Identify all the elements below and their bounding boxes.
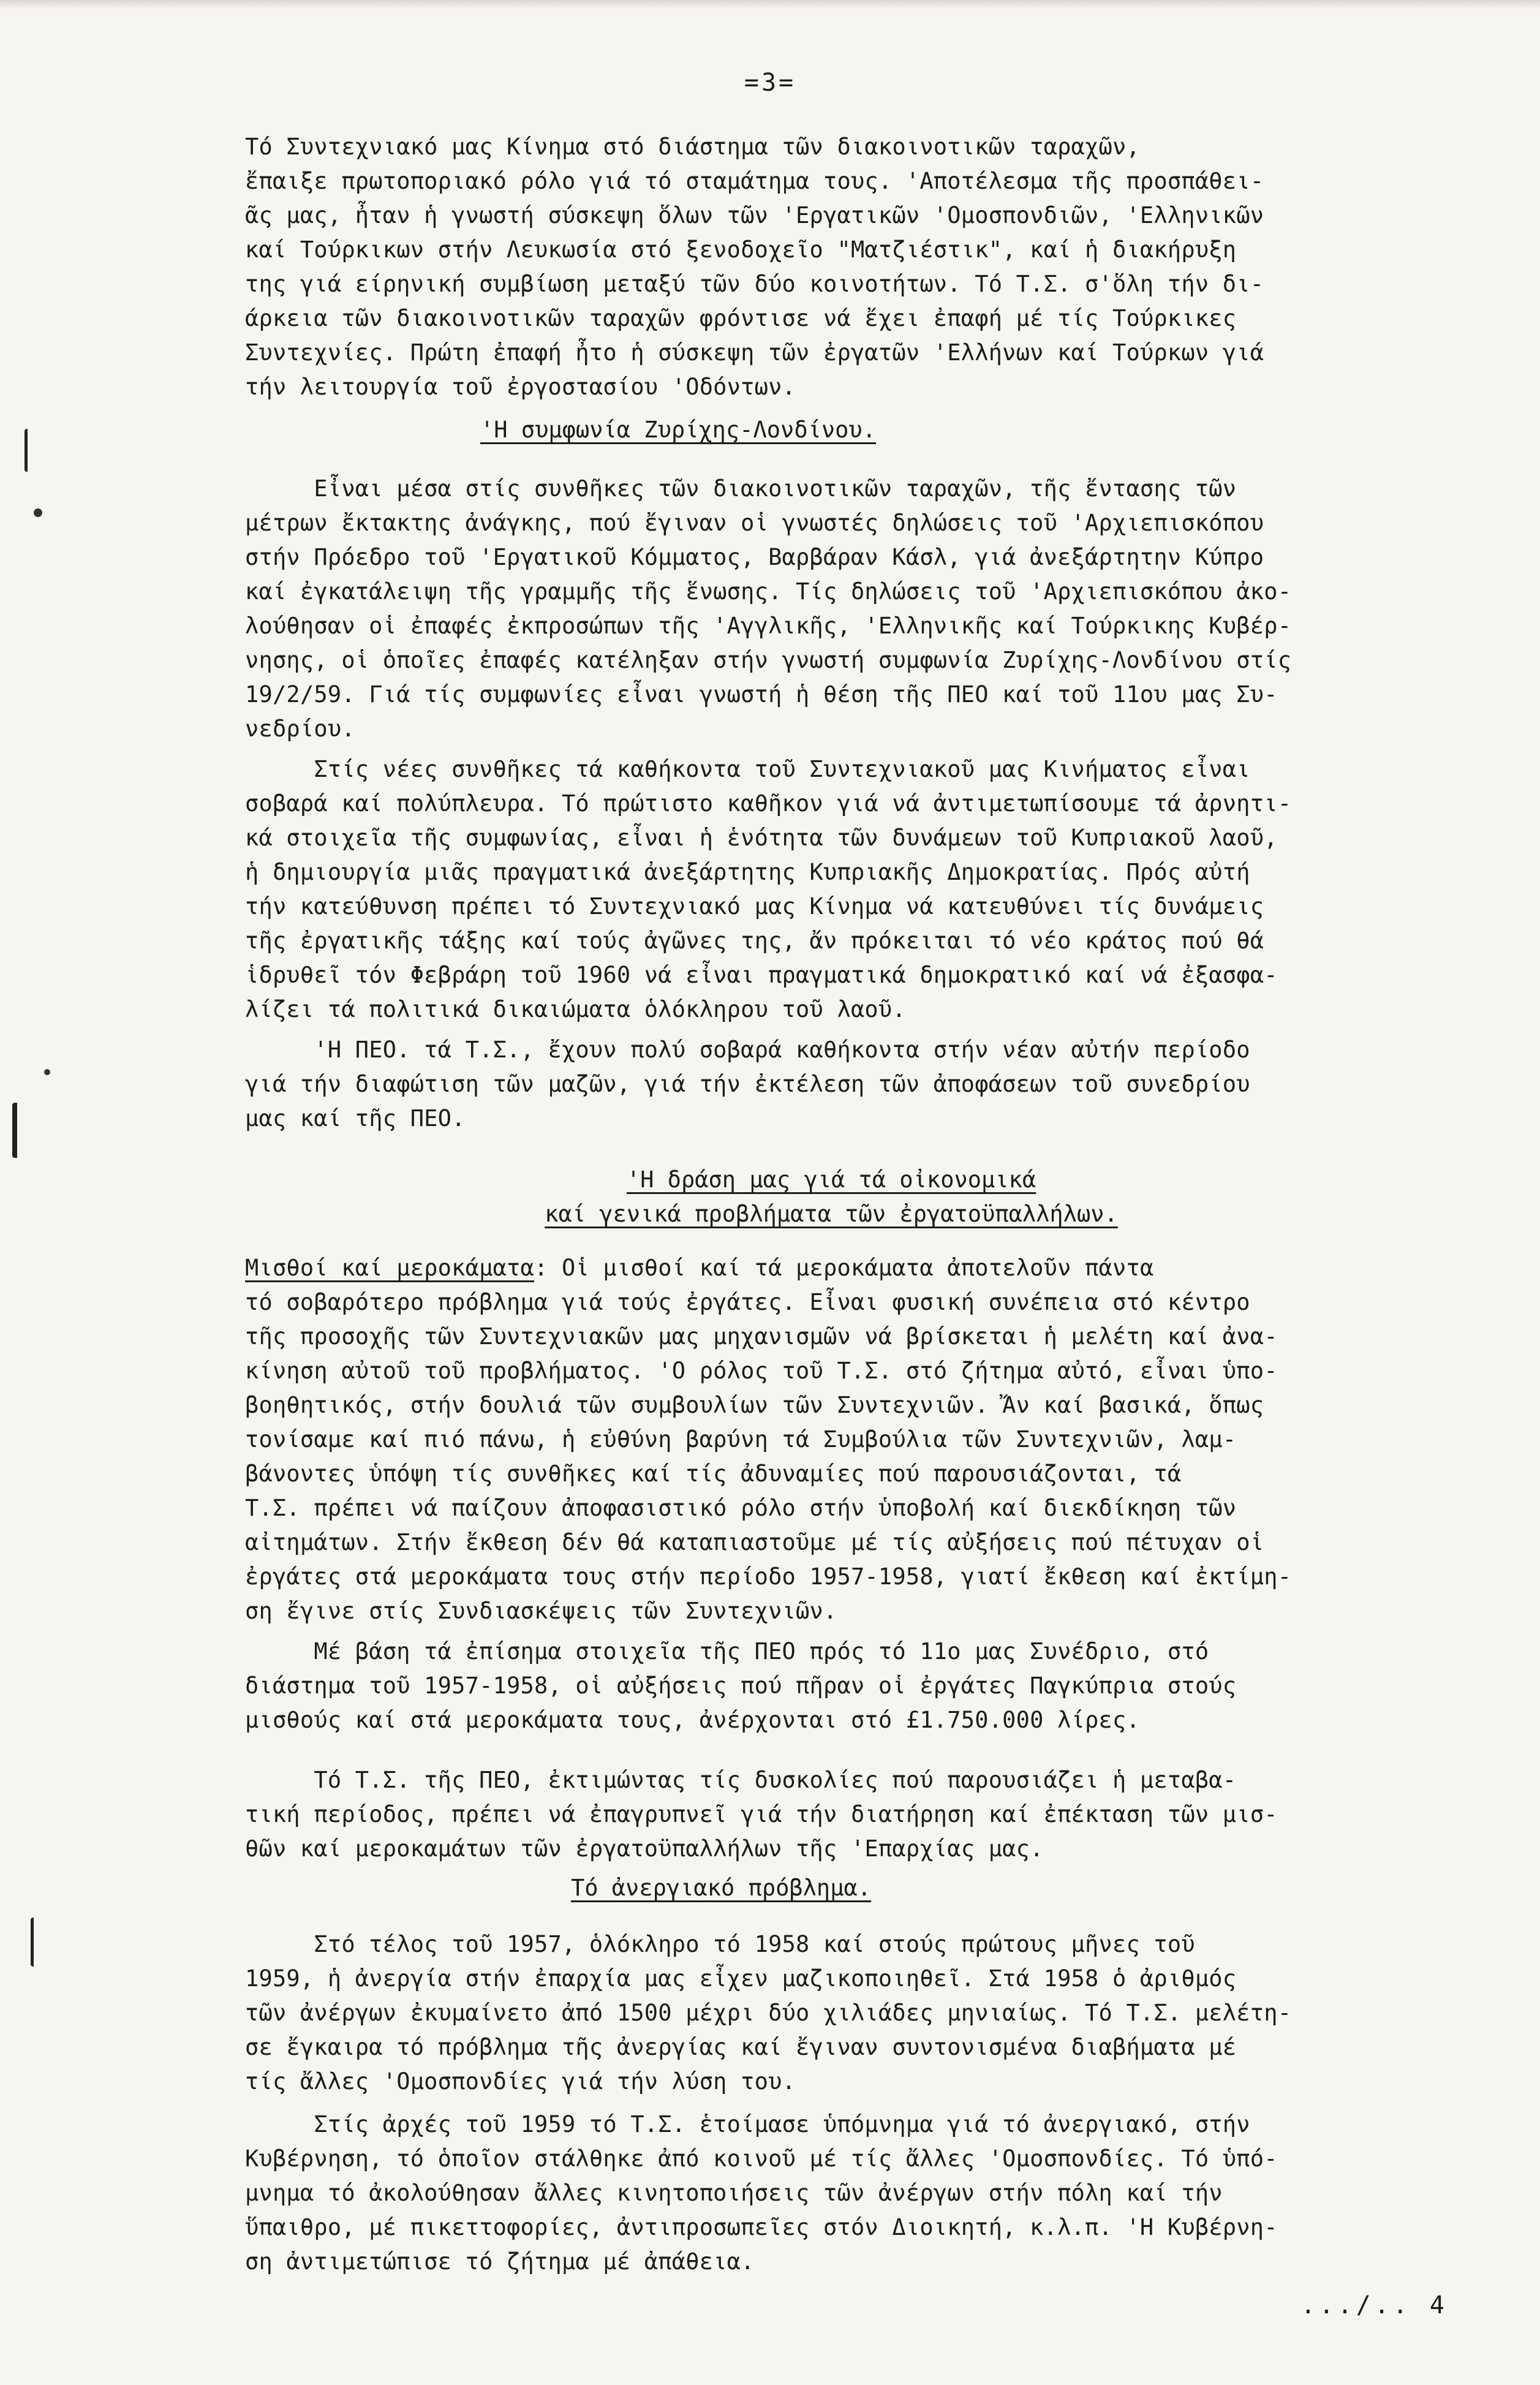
paragraph-3-line: ἡ δημιουργία μιᾶς πραγματικά ἀνεξάρτητης Κυπριακῆς Δημοκρατίας. Πρός αὐτή (245, 859, 1250, 885)
heading-unemployment (0, 1871, 1491, 1905)
paragraph-5-line: Τ.Σ. πρέπει νά παίζουν ἀποφασιστικό ρόλο στήν ὑποβολή καί διεκδίκηση τῶν (245, 1495, 1237, 1521)
paragraph-3-line: Στίς νέες συνθῆκες τά καθήκοντα τοῦ Συντεχνιακοῦ μας Κινήματος εἶναι (245, 756, 1250, 782)
paragraph-5-line-0: : Οἱ μισθοί καί τά μεροκάματα ἀποτελοῦν πάντα (534, 1255, 1154, 1281)
paragraph-5 (245, 1251, 1507, 1628)
scan-top-edge (0, 0, 1540, 9)
heading-unemployment-text: Τό ἀνεργιακό πρόβλημα. (570, 1875, 872, 1901)
paragraph-2-line: Εἶναι μέσα στίς συνθῆκες τῶν διακοινοτικῶν ταραχῶν, τῆς ἔντασης τῶν (245, 475, 1237, 502)
paragraph-2-line: νησης, οἱ ὁποῖες ἐπαφές κατέληξαν στήν γνωστή συμφωνία Ζυρίχης-Λονδίνου στίς (245, 647, 1292, 673)
paragraph-5-line: τῆς προσοχῆς τῶν Συντεχνιακῶν μας μηχανισμῶν νά βρίσκεται ἡ μελέτη καί ἀνα- (245, 1323, 1278, 1350)
paragraph-2 (245, 472, 1507, 746)
paragraph-5-line: βάνοντες ὑπόψη τίς συνθῆκες καί τίς ἀδυναμίες πού παρουσιάζονται, τά (245, 1461, 1182, 1487)
paragraph-9-line: μνημα τό ἀκολούθησαν ἄλλες κινητοποιήσεις τῶν ἀνέργων στήν πόλη καί τήν (245, 2180, 1223, 2206)
continuation-marker: .../.. 4 (1300, 2291, 1448, 2319)
paragraph-9-line: Κυβέρνηση, τό ὁποῖον στάλθηκε ἀπό κοινοῦ μέ τίς ἄλλες 'Ομοσπονδίες. Τό ὑπό- (245, 2145, 1278, 2172)
paragraph-5-line: αἰτημάτων. Στήν ἔκθεση δέν θά καταπιαστοῦμε μέ τίς αὐξήσεις πού πέτυχαν οἱ (245, 1529, 1264, 1555)
paragraph-3-line: κά στοιχεῖα τῆς συμφωνίας, εἶναι ἡ ἑνότητα τῶν δυνάμεων τοῦ Κυπριακοῦ λαοῦ, (245, 825, 1278, 851)
page-number: =3= (744, 69, 796, 97)
paragraph-8-line: Στό τέλος τοῦ 1957, ὁλόκληρο τό 1958 καί στούς πρώτους μῆνες τοῦ (245, 1931, 1195, 1957)
paragraph-4-line: γιά τήν διαφώτιση τῶν μαζῶν, γιά τήν ἐκτέλεση τῶν ἀποφάσεων τοῦ συνεδρίου (245, 1071, 1250, 1097)
paragraph-2-line: νεδρίου. (245, 716, 355, 742)
paragraph-8-line: τίς ἄλλες 'Ομοσπονδίες γιά τήν λύση του. (245, 2068, 796, 2095)
paragraph-2-line: 19/2/59. Γιά τίς συμφωνίες εἶναι γνωστή ἡ θέση τῆς ΠΕΟ καί τοῦ 11ου μας Συ- (245, 681, 1278, 708)
paragraph-3-line: ἱδρυθεῖ τόν Φεβράρη τοῦ 1960 νά εἶναι πραγματικά δημοκρατικό καί νά ἐξασφα- (245, 962, 1278, 988)
paragraph-2-line: μέτρων ἔκτακτης ἀνάγκης, πού ἔγιναν οἱ γνωστές δηλώσεις τοῦ 'Αρχιεπισκόπου (245, 510, 1264, 536)
margin-mark (25, 429, 35, 472)
paragraph-1-line: καί Τούρκικων στήν Λευκωσία στό ξενοδοχεῖο "Ματζιέστικ", καί ἡ διακήρυξη (245, 236, 1237, 263)
paragraph-6-line: Μέ βάση τά ἐπίσημα στοιχεῖα τῆς ΠΕΟ πρός τό 11ο μας Συνέδριο, στό (245, 1638, 1209, 1665)
paragraph-1 (245, 130, 1507, 404)
paragraph-6 (245, 1635, 1507, 1737)
paragraph-9-line: ση ἀντιμετώπισε τό ζήτημα μέ ἀπάθεια. (245, 2248, 755, 2275)
paragraph-5-line: κίνηση αὐτοῦ τοῦ προβλήματος. 'Ο ρόλος τοῦ Τ.Σ. στό ζήτημα αὐτό, εἶναι ὑπο- (245, 1358, 1278, 1384)
paragraph-3-line: τῆς ἐργατικῆς τάξης καί τούς ἀγῶνες της, ἄν πρόκειται τό νέο κράτος πού θά (245, 928, 1264, 954)
wages-subheading: Μισθοί καί μεροκάματα (245, 1255, 534, 1281)
paragraph-2-line: λούθησαν οἱ ἐπαφές ἐκπροσώπων τῆς 'Αγγλικῆς, 'Ελληνικῆς καί Τούρκικης Κυβέρ- (245, 613, 1292, 639)
paragraph-6-line: μισθούς καί στά μεροκάματα τους, ἀνέρχονται στό £1.750.000 λίρες. (245, 1707, 1140, 1733)
paragraph-1-line: ἔπαιξε πρωτοποριακό ρόλο γιά τό σταμάτημα τους. 'Αποτέλεσμα τῆς προσπάθει- (245, 168, 1264, 194)
paragraph-1-line: τήν λειτουργία τοῦ ἐργοστασίου 'Οδόντων. (245, 374, 796, 400)
paragraph-3-line: σοβαρά καί πολύπλευρα. Τό πρώτιστο καθῆκον γιά νά ἀντιμετωπίσουμε τά ἀρνητι- (245, 790, 1292, 817)
paragraph-5-rest (245, 1285, 1507, 1628)
paragraph-4-line: μας καί τῆς ΠΕΟ. (245, 1105, 466, 1132)
paragraph-5-line: τονίσαμε καί πιό πάνω, ἡ εὐθύνη βαρύνη τά Συμβούλια τῶν Συντεχνιῶν, λαμ- (245, 1426, 1237, 1453)
paragraph-1-line: Τό Συντεχνιακό μας Κίνημα στό διάστημα τῶν διακοινοτικῶν ταραχῶν, (245, 134, 1140, 160)
margin-mark (31, 1918, 41, 1967)
paragraph-1-line: της γιά είρηνική συμβίωση μεταξύ τῶν δύο κοινοτήτων. Τό Τ.Σ. σ'ὅλη τήν δι- (245, 271, 1264, 297)
paragraph-8 (245, 1927, 1507, 2099)
paragraph-4-line: 'Η ΠΕΟ. τά Τ.Σ., ἔχουν πολύ σοβαρά καθήκοντα στήν νέαν αὐτήν περίοδο (245, 1037, 1250, 1063)
paragraph-5-line: τό σοβαρότερο πρόβλημα γιά τούς ἐργάτες. Εἶναι φυσική συνέπεια στό κέντρο (245, 1289, 1250, 1315)
paragraph-6-line: διάστημα τοῦ 1957-1958, οἱ αὐξήσεις πού πῆραν οἱ ἐργάτες Παγκύπρια στούς (245, 1673, 1237, 1699)
paragraph-5-line: βοηθητικός, στήν δουλιά τῶν συμβουλίων τῶν Συντεχνιῶν. Ἄν καί βασικά, ὅπως (245, 1392, 1264, 1418)
heading-zurich-london-text: 'Η συμφωνία Ζυρίχης-Λονδίνου. (480, 417, 876, 443)
paragraph-1-line: Συντεχνίες. Πρώτη ἐπαφή ἦτο ἡ σύσκεψη τῶν ἐργατῶν 'Ελλήνων καί Τούρκων γιά (245, 339, 1264, 366)
heading-zurich-london (0, 413, 1448, 447)
heading-economic-problems (61, 1163, 1540, 1231)
paragraph-7-line: Τό Τ.Σ. τῆς ΠΕΟ, ἐκτιμώντας τίς δυσκολίες πού παρουσιάζει ἡ μεταβα- (245, 1767, 1237, 1793)
paragraph-1-line: ᾶς μας, ἦταν ἡ γνωστή σύσκεψη ὅλων τῶν 'Εργατικῶν 'Ομοσπονδιῶν, 'Ελληνικῶν (245, 202, 1264, 229)
paragraph-5-first-line (245, 1251, 1507, 1285)
paragraph-9-line: Στίς ἀρχές τοῦ 1959 τό Τ.Σ. ἑτοίμασε ὑπόμνημα γιά τό ἀνεργιακό, στήν (245, 2111, 1250, 2137)
paragraph-8-line: σε ἔγκαιρα τό πρόβλημα τῆς ἀνεργίας καί ἔγιναν συντονισμένα διαβήματα μέ (245, 2034, 1237, 2060)
margin-dot (34, 508, 42, 517)
paragraph-8-line: τῶν ἀνέργων ἐκυμαίνετο ἀπό 1500 μέχρι δύο χιλιάδες μηνιαίως. Τό Τ.Σ. μελέτη- (245, 2000, 1292, 2026)
margin-bracket (12, 1103, 25, 1158)
paragraph-9-line: ὕπαιθρο, μέ πικεττοφορίες, ἀντιπροσωπεῖες στόν Διοικητή, κ.λ.π. 'Η Κυβέρνη- (245, 2214, 1278, 2240)
paragraph-3-line: τήν κατεύθυνση πρέπει τό Συντεχνιακό μας Κίνημα νά κατευθύνει τίς δυνάμεις (245, 893, 1264, 920)
paragraph-7 (245, 1763, 1507, 1866)
paragraph-5-line: ἐργάτες στά μεροκάματα τους στήν περίοδο 1957-1958, γιατί ἔκθεση καί ἐκτίμη- (245, 1563, 1292, 1590)
paragraph-2-line: καί ἐγκατάλειψη τῆς γραμμῆς τῆς ἕνωσης. Τίς δηλώσεις τοῦ 'Αρχιεπισκόπου ἀκο- (245, 578, 1292, 605)
paragraph-5-line: ση ἔγινε στίς Συνδιασκέψεις τῶν Συντεχνιῶν. (245, 1598, 837, 1624)
margin-dot (44, 1069, 50, 1075)
paragraph-7-line: τική περίοδος, πρέπει νά ἐπαγρυπνεῖ γιά τήν διατήρηση καί ἐπέκταση τῶν μισ- (245, 1801, 1278, 1827)
paragraph-7-line: θῶν καί μεροκαμάτων τῶν ἐργατοϋπαλλήλων τῆς 'Επαρχίας μας. (245, 1835, 1044, 1862)
paragraph-3-line: λίζει τά πολιτικά δικαιώματα ὁλόκληρου τοῦ λαοῦ. (245, 996, 906, 1022)
heading-economic-line-1: 'Η δράση μας γιά τά οἰκονομικά (626, 1166, 1036, 1193)
paragraph-8-line: 1959, ἡ ἀνεργία στήν ἐπαρχία μας εἶχεν μαζικοποιηθεῖ. Στά 1958 ὁ ἀριθμός (245, 1965, 1237, 1992)
paragraph-4 (245, 1033, 1507, 1136)
paragraph-3 (245, 752, 1507, 1027)
heading-economic-line-2: καί γενικά προβλήματα τῶν ἐργατοϋπαλλήλων. (545, 1201, 1118, 1227)
paragraph-2-line: στήν Πρόεδρο τοῦ 'Εργατικοῦ Κόμματος, Βαρβάραν Κάσλ, γιά ἀνεξάρτητην Κύπρο (245, 544, 1264, 570)
paragraph-9 (245, 2107, 1507, 2279)
paragraph-1-line: άρκεια τῶν διακοινοτικῶν ταραχῶν φρόντισε νά ἔχει ἐπαφή μέ τίς Τούρκικες (245, 305, 1237, 331)
